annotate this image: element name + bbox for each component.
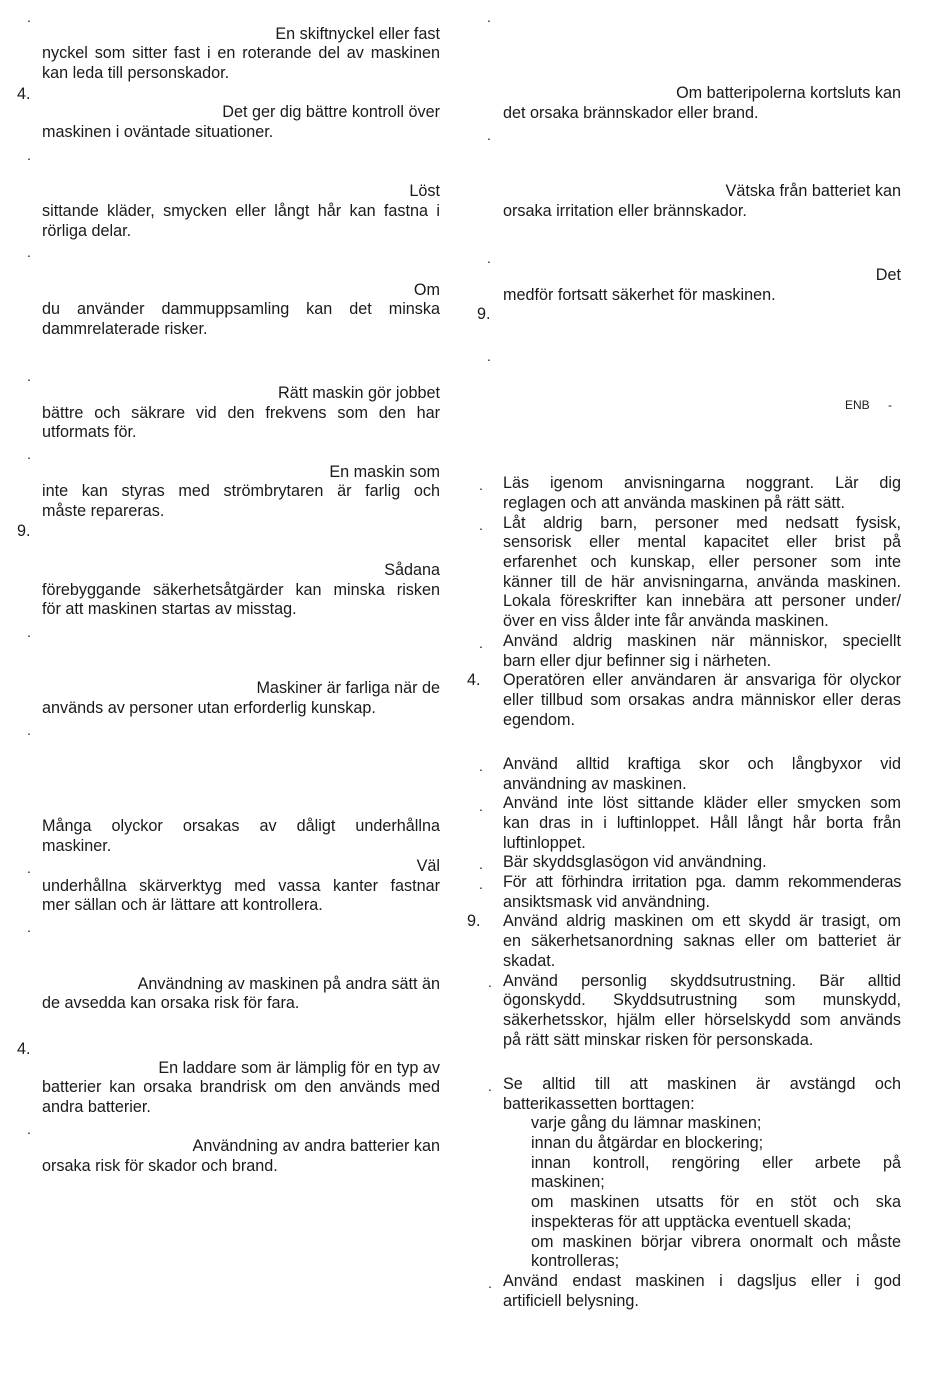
list-marker: . [479,798,483,814]
list-marker: . [488,1275,492,1291]
text-line: innan kontroll, rengöring eller arbete på [531,1154,901,1172]
text-line: reglagen och att använda maskinen på rätt sätt. [503,494,845,512]
text-line: barn eller djur befinner sig i närheten. [503,652,772,670]
text-line: på rätt sätt minskar risken för personskada. [503,1031,814,1049]
list-marker: . [27,860,31,876]
text-line: de avsedda kan orsaka risk för fara. [42,994,300,1012]
list-marker: 4. [467,671,481,689]
text-line: säkerhetsskor, hjälm eller hörselskydd som används [503,1011,901,1029]
text-line: orsaka irritation eller brännskador. [503,202,747,220]
text-line: batterikassetten borttagen: [503,1095,695,1113]
text-line: rörliga delar. [42,222,132,240]
text-line: sensorisk eller mental kapacitet eller brist på [503,533,901,551]
list-marker: 9. [477,305,491,323]
text-line: Använd inte löst sittande kläder eller smycken som [503,794,901,812]
text-line: maskinen; [531,1173,605,1191]
text-line: skadat. [503,952,556,970]
list-marker: . [488,1078,492,1094]
list-marker: . [479,517,483,533]
text-line: Det [875,266,901,284]
text-line: artificiell belysning. [503,1292,639,1310]
text-line: för att maskinen startas av misstag. [42,600,297,618]
text-line: Många olyckor orsakas av dåligt underhållna [42,817,440,835]
text-line: om maskinen utsatts för en stöt och ska [531,1193,901,1211]
text-line: du använder dammuppsamling kan det minska [42,300,440,318]
text-line: ögonskydd. Skyddsutrustning som munskydd, [503,991,901,1009]
text-line: Användning av maskinen på andra sätt än [137,975,440,993]
text-line: sittande kläder, smycken eller långt hår kan fastna i [42,202,440,220]
text-line: användning av maskinen. [503,775,687,793]
text-line: Låt aldrig barn, personer med nedsatt fysisk, [503,514,901,532]
text-line: egendom. [503,711,575,729]
list-marker: . [27,9,31,25]
text-line: det orsaka brännskador eller brand. [503,104,759,122]
text-line: Om batteripolerna kortsluts kan [676,84,901,102]
text-line: orsaka risk för skador och brand. [42,1157,278,1175]
text-line: Väl [416,857,440,875]
text-line: Använd alltid kraftiga skor och långbyxor vid [503,755,901,773]
text-line: Rätt maskin gör jobbet [278,384,440,402]
list-marker: . [479,758,483,774]
text-line: en säkerhetsanordning saknas eller om batteriet är [503,932,901,950]
text-line: batterier kan orsaka brandrisk om den används med [42,1078,440,1096]
text-line: måste repareras. [42,502,165,520]
text-line: utformats för. [42,423,137,441]
list-marker: . [487,9,491,25]
text-line: över en viss ålder inte får använda maskinen. [503,612,829,630]
text-line: Bär skyddsglasögon vid användning. [503,853,767,871]
text-line: Se alltid till att maskinen är avstängd och [503,1075,901,1093]
list-marker: . [27,147,31,163]
list-marker: . [27,624,31,640]
text-line: Använd aldrig maskinen när människor, speciellt [503,632,901,650]
text-line: Läs igenom anvisningarna noggrant. Lär dig [503,474,901,492]
text-line: varje gång du lämnar maskinen; [531,1114,762,1132]
list-marker: 9. [467,912,481,930]
list-marker: . [27,368,31,384]
enb-dash: - [888,398,892,412]
text-line: om maskinen börjar vibrera onormalt och måste [531,1233,901,1251]
text-line: innan du åtgärdar en blockering; [531,1134,764,1152]
list-marker: . [479,477,483,493]
text-line: används av personer utan erforderlig kunskap. [42,699,376,717]
text-line: Det ger dig bättre kontroll över [222,103,440,121]
text-line: förebyggande säkerhetsåtgärder kan minska risken [42,581,440,599]
text-line: mer sällan och är lättare att kontrollera. [42,896,323,914]
text-line: Maskiner är farliga när de [256,679,440,697]
list-marker: . [487,348,491,364]
list-marker: 4. [17,1040,31,1058]
list-marker: . [27,1121,31,1137]
list-marker: . [487,250,491,266]
text-line: En maskin som [329,463,440,481]
text-line: Om [413,281,440,299]
text-line: eller tillbud som orsakas andra människor eller deras [503,691,901,709]
text-line: Operatören eller användaren är ansvariga för olyckor [503,671,901,689]
text-line: Sådana [384,561,440,579]
list-marker: . [27,722,31,738]
text-line: En laddare som är lämplig för en typ av [158,1059,440,1077]
text-line: Använd endast maskinen i dagsljus eller i god [503,1272,901,1290]
text-line: En skiftnyckel eller fast [275,25,440,43]
text-line: underhållna skärverktyg med vassa kanter fastnar [42,877,440,895]
list-marker: . [479,876,483,892]
text-line: inte kan styras med strömbrytaren är farlig och [42,482,440,500]
text-line: För att förhindra irritation pga. damm rekommenderas [503,873,901,891]
enb-label: ENB [845,398,870,412]
text-line: maskinen i oväntade situationer. [42,123,274,141]
text-line: Använd aldrig maskinen om ett skydd är trasigt, om [503,912,901,930]
text-line: nyckel som sitter fast i en roterande del av maskinen [42,44,440,62]
list-marker: . [487,127,491,143]
text-line: kan dras in i luftinloppet. Håll långt hår borta från [503,814,901,832]
text-line: medför fortsatt säkerhet för maskinen. [503,286,776,304]
text-line: känner till de här anvisningarna, använda maskinen. [503,573,901,591]
text-line: maskiner. [42,837,112,855]
text-line: kan leda till personskador. [42,64,230,82]
list-marker: 4. [17,85,31,103]
list-marker: 9. [17,522,31,540]
list-marker: . [27,446,31,462]
list-marker: . [479,635,483,651]
list-marker: . [27,919,31,935]
text-line: inspekteras för att upptäcka eventuell skada; [531,1213,852,1231]
text-line: bättre och säkrare vid den frekvens som den har [42,404,440,422]
text-line: andra batterier. [42,1098,151,1116]
text-line: luftinloppet. [503,834,586,852]
text-line: Löst [409,182,440,200]
list-marker: . [27,244,31,260]
list-marker: . [488,974,492,990]
list-marker: . [479,856,483,872]
text-line: Vätska från batteriet kan [725,182,901,200]
text-line: ansiktsmask vid användning. [503,893,710,911]
text-line: erfarenhet och kunskap, eller personer som inte [503,553,901,571]
text-line: kontrolleras; [531,1252,620,1270]
text-line: Använd personlig skyddsutrustning. Bär alltid [503,972,901,990]
text-line: dammrelaterade risker. [42,320,208,338]
text-line: Användning av andra batterier kan [192,1137,440,1155]
text-line: Lokala föreskrifter kan innebära att personer under/ [503,592,901,610]
